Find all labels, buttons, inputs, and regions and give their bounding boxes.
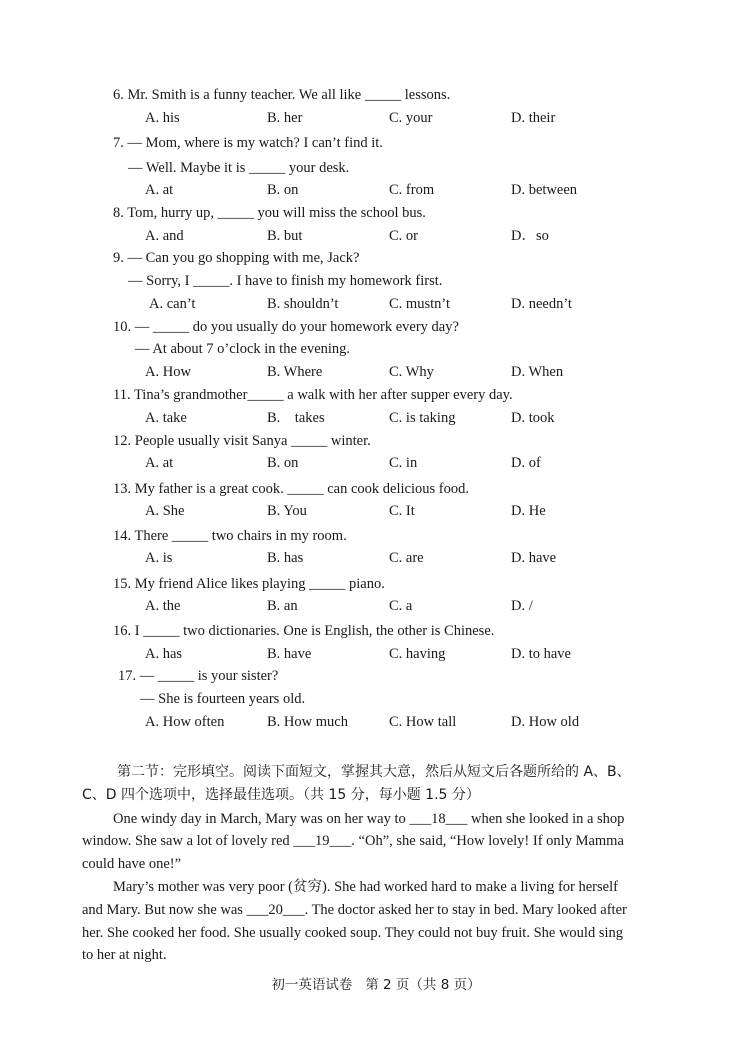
question-12-option-d: D. of — [511, 455, 541, 471]
question-13-option-d: D. He — [511, 503, 546, 519]
question-13-option-b: B. You — [267, 503, 307, 519]
passage-p2-line-1: Mary’s mother was very poor (贫穷). She had worked hard to make a living for herself — [113, 879, 618, 895]
question-16-option-b: B. have — [267, 646, 312, 662]
question-6-option-d: D. their — [511, 110, 556, 126]
question-17-option-c: C. How tall — [389, 714, 457, 730]
question-11-stem: 11. Tina’s grandmother_____ a walk with her after supper every day. — [113, 387, 513, 403]
question-10-stem: 10. — _____ do you usually do your homework every day? — [113, 319, 459, 335]
question-6-option-b: B. her — [267, 110, 303, 126]
question-14-stem: 14. There _____ two chairs in my room. — [113, 528, 347, 544]
passage-p2-line-4: to her at night. — [82, 947, 167, 963]
question-8-option-d: D．so — [511, 228, 549, 244]
question-7-option-b: B. on — [267, 182, 299, 198]
question-9-option-b: B. shouldn’t — [267, 296, 339, 312]
question-11-option-a: A. take — [145, 410, 187, 426]
question-9-reply: — Sorry, I _____. I have to finish my homework first. — [128, 273, 443, 289]
question-12-option-c: C. in — [389, 455, 418, 471]
question-14-option-d: D. have — [511, 550, 557, 566]
question-13-stem: 13. My father is a great cook. _____ can cook delicious food. — [113, 481, 469, 497]
question-10-reply: — At about 7 o’clock in the evening. — [135, 341, 351, 357]
question-16-option-c: C. having — [389, 646, 446, 662]
question-11-option-d: D. took — [511, 410, 555, 426]
question-9-stem: 9. — Can you go shopping with me, Jack? — [113, 250, 360, 266]
question-15-option-c: C. a — [389, 598, 413, 614]
question-11-option-b: B. takes — [267, 410, 325, 426]
question-17-option-d: D. How old — [511, 714, 580, 730]
question-7-option-c: C. from — [389, 182, 435, 198]
question-14-option-c: C. are — [389, 550, 424, 566]
question-10-option-a: A. How — [145, 364, 191, 380]
question-12-option-a: A. at — [145, 455, 174, 471]
question-8-stem: 8. Tom, hurry up, _____ you will miss the school bus. — [113, 205, 426, 221]
passage-p1-line-1: One windy day in March, Mary was on her way to ___18___ when she looked in a shop — [113, 811, 625, 827]
question-9-option-c: C. mustn’t — [389, 296, 450, 312]
question-9-option-a: A. can’t — [149, 296, 196, 312]
question-15-option-b: B. an — [267, 598, 298, 614]
question-12-stem: 12. People usually visit Sanya _____ winter. — [113, 433, 371, 449]
question-17-stem: 17. — _____ is your sister? — [118, 668, 279, 684]
question-7-option-d: D. between — [511, 182, 578, 198]
question-16-option-a: A. has — [145, 646, 183, 662]
passage-p2-line-3: her. She cooked her food. She usually cooked soup. They could not buy fruit. She would sing — [82, 925, 623, 941]
page-footer: 初一英语试卷 第 2 页（共 8 页） — [271, 977, 481, 993]
question-7-option-a: A. at — [145, 182, 174, 198]
question-15-stem: 15. My friend Alice likes playing _____ piano. — [113, 576, 385, 592]
question-15-option-a: A. the — [145, 598, 181, 614]
question-12-option-b: B. on — [267, 455, 299, 471]
question-16-stem: 16. I _____ two dictionaries. One is English, the other is Chinese. — [113, 623, 495, 639]
question-13-option-c: C. It — [389, 503, 415, 519]
question-8-option-b: B. but — [267, 228, 303, 244]
question-13-option-a: A. She — [145, 503, 185, 519]
question-6-option-a: A. his — [145, 110, 180, 126]
question-14-option-b: B. has — [267, 550, 304, 566]
question-8-option-c: C. or — [389, 228, 418, 244]
question-10-option-c: C. Why — [389, 364, 434, 380]
section-2-heading-line-1: 第二节：完形填空。阅读下面短文，掌握其大意，然后从短文后各题所给的 A、B、 — [117, 764, 631, 780]
question-16-option-d: D. to have — [511, 646, 571, 662]
question-8-option-a: A. and — [145, 228, 184, 244]
question-7-stem: 7. — Mom, where is my watch? I can’t find it. — [113, 135, 383, 151]
question-17-reply: — She is fourteen years old. — [140, 691, 306, 707]
question-17-option-b: B. How much — [267, 714, 348, 730]
question-10-option-d: D. When — [511, 364, 564, 380]
question-11-option-c: C. is taking — [389, 410, 456, 426]
question-17-option-a: A. How often — [145, 714, 225, 730]
question-9-option-d: D. needn’t — [511, 296, 572, 312]
question-7-reply: — Well. Maybe it is _____ your desk. — [128, 160, 350, 176]
passage-p2-line-2: and Mary. But now she was ___20___. The doctor asked her to stay in bed. Mary looked after — [82, 902, 627, 918]
question-15-option-d: D. / — [511, 598, 533, 614]
passage-p1-line-3: could have one!” — [82, 856, 182, 872]
question-6-stem: 6. Mr. Smith is a funny teacher. We all like _____ lessons. — [113, 87, 451, 103]
section-2-heading-line-2: C、D 四个选项中，选择最佳选项。（共 15 分，每小题 1.5 分） — [82, 787, 480, 803]
question-6-option-c: C. your — [389, 110, 433, 126]
question-10-option-b: B. Where — [267, 364, 323, 380]
question-14-option-a: A. is — [145, 550, 173, 566]
passage-p1-line-2: window. She saw a lot of lovely red ___19___. “Oh”, she said, “How lovely! If only Mamma — [82, 833, 624, 849]
